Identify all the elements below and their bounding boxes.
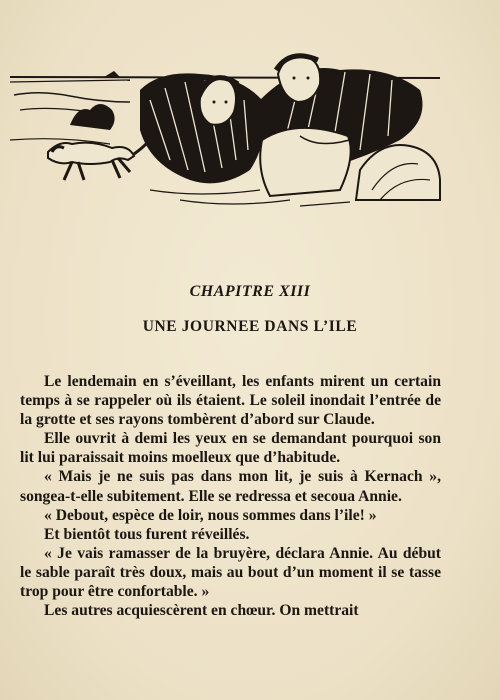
chapter-number: CHAPITRE XIII [189,283,311,300]
paragraph: « Je vais ramasser de la bruyère, déclara Annie. Au début le sable paraît très doux, mais au bout d’un moment il se tasse trop pour être confortable. » [20,544,441,601]
paragraph: Les autres acquiescèrent en chœur. On mettrait [44,602,359,620]
paragraph: « Mais je ne suis pas dans mon lit, je suis à Kernach », songea-t-elle subitement. Elle se redressa et secoua Annie. [20,468,441,505]
paragraph: Et bientôt tous furent réveillés. [44,525,250,543]
body-text [20,372,441,620]
paragraph: « Debout, espèce de loir, nous sommes dans l’ile! » [44,506,377,524]
paragraph: Le lendemain en s’éveillant, les enfants mirent un certain temps à se rappeler où ils étaient. Le soleil inondait l’entrée de la grotte et ses rayons tombèrent d’abord sur Claude. [20,373,441,429]
chapter-title: UNE JOURNEE DANS L’ILE [142,318,358,335]
chapter-illustration [0,40,500,215]
paragraph: Elle ouvrit à demi les yeux en se demandant pourquoi son lit lui paraissait moins moelleux que d’habitude. [20,430,441,467]
